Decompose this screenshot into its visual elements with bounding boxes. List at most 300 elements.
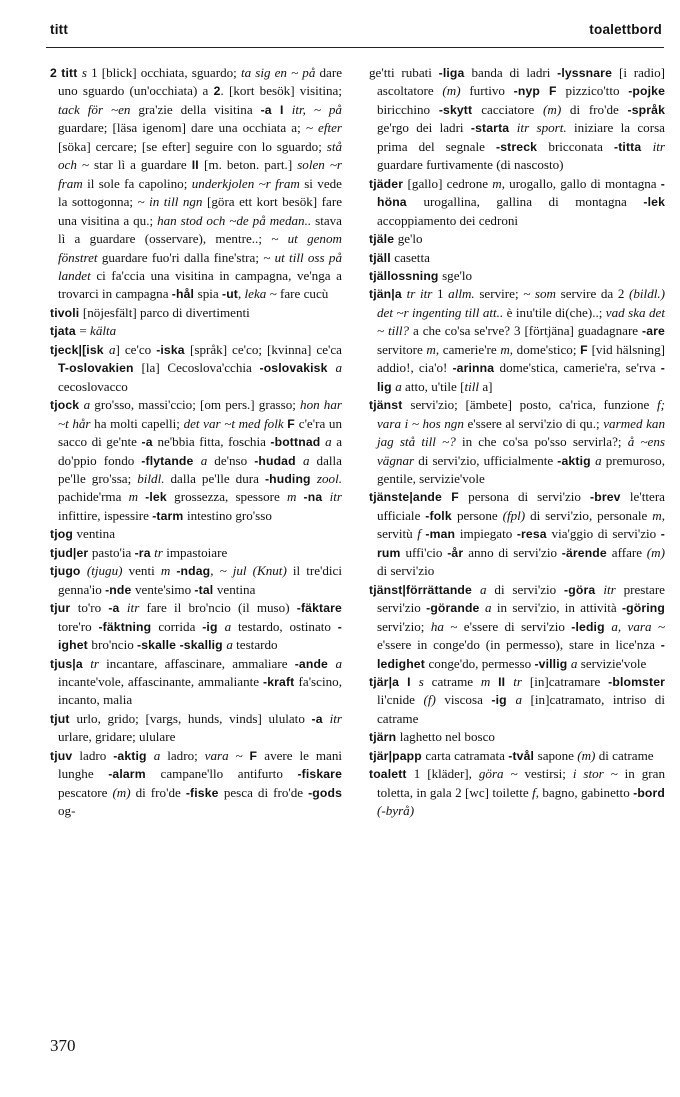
sub-entry: -bottnad <box>270 435 326 450</box>
entry-text: 3 [förtjäna] guadagnare <box>514 323 643 339</box>
italic-text: a <box>395 378 406 394</box>
italic-text: m <box>426 341 436 357</box>
sub-entry: -lek <box>643 195 665 210</box>
dictionary-entry <box>50 747 342 821</box>
italic-text: ~ ut genom fönstret <box>58 231 342 265</box>
headword: tjut <box>50 711 77 726</box>
headword: toalett <box>369 767 414 782</box>
entry-text: premuroso, gentile, servizie'vole <box>377 452 665 486</box>
italic-text: till <box>464 378 483 394</box>
italic-text: (-byrå) <box>377 803 415 819</box>
entry-text: si vede la sottogonna; <box>58 175 342 210</box>
italic-text: stå och ~ <box>58 138 342 173</box>
italic-text: tr itr <box>406 286 437 302</box>
sub-entry: -ra <box>134 545 155 560</box>
italic-text: varmed kan jag stå till ~? <box>377 415 665 450</box>
italic-text: a <box>200 452 215 468</box>
headword: tivoli <box>50 305 83 320</box>
sub-entry: -villig <box>534 656 571 671</box>
italic-text: (bildl.) det ~r ingenting till att.. <box>377 286 666 320</box>
entry-text: testardo, ostinato <box>237 618 338 634</box>
sub-entry: -a <box>311 711 330 726</box>
entry-text: e'ssere al servi'zio di qu.; <box>467 415 604 431</box>
headword: 2 titt <box>50 66 82 80</box>
headword: tjur <box>50 601 78 616</box>
entry-text: dalla pe'lle dura <box>170 470 265 486</box>
entry-text: , <box>238 286 245 302</box>
sub-entry: -alarm <box>108 767 161 782</box>
entry-text: servi'zio; [ämbete] posto, ca'rica, funzione <box>410 397 657 413</box>
sub-entry: -skalle -skallig <box>137 638 227 653</box>
sub-entry: F <box>249 748 265 763</box>
sub-entry: F <box>287 416 299 431</box>
entry-text: ci fa'ccia una visitina in campagna, ve'nga a trovarci in campagna <box>58 267 342 302</box>
sub-entry: -ighet <box>58 619 342 653</box>
entry-text: pachide'rma <box>58 489 129 505</box>
italic-text: a <box>224 618 238 634</box>
entry-text: il sole fa capolino; <box>87 175 192 191</box>
italic-text: ha ~ <box>430 618 464 634</box>
italic-text: f; vara i ~ hos ngn <box>377 397 665 431</box>
dictionary-entry <box>50 64 342 304</box>
dictionary-entry <box>369 64 665 175</box>
entry-text: di servi'zio, personale <box>530 507 653 523</box>
entry-text: [gallo] cedrone <box>407 175 493 191</box>
entry-text: [göra ett kort besök] fare una visitina a qu.; <box>58 194 343 228</box>
italic-text: ~ jul (Knut) <box>219 563 293 579</box>
entry-text: servire da <box>560 286 618 302</box>
sub-entry: -iska <box>156 342 190 357</box>
italic-text: bildl. <box>137 470 171 486</box>
entry-text: 1 <box>436 286 449 302</box>
sub-entry: -höna <box>377 176 665 210</box>
sub-entry: -are <box>642 324 665 339</box>
entry-text: [språk] ce'co; [kvinna] ce'ca <box>189 341 342 357</box>
entry-text: , <box>210 563 220 579</box>
entry-text: dare uno sguardo (un'occhiata) a <box>58 65 343 99</box>
entry-text: iniziare la corsa prima del segnale <box>377 120 665 154</box>
headword: tjär|a <box>369 674 408 689</box>
italic-text: ~ som <box>523 286 561 302</box>
dictionary-entry <box>50 304 342 322</box>
entry-text: ventina <box>76 526 116 542</box>
headword: tjällossning <box>369 268 443 283</box>
entry-text: servizie'vole <box>580 655 647 671</box>
dictionary-entry <box>369 765 665 820</box>
entry-text: carta catramata <box>425 747 509 763</box>
entry-text: [la] Cecoslova'cchia <box>141 360 260 376</box>
entry-text: 2 [wc] toilette <box>455 784 533 800</box>
headword: tjäle <box>369 232 398 247</box>
italic-text: m <box>480 673 499 689</box>
headword: tjänst <box>369 398 411 413</box>
italic-text: itr <box>652 138 666 154</box>
entry-text: accoppiamento dei cedroni <box>377 212 519 228</box>
sub-entry: -nyp <box>513 84 549 99</box>
italic-text: tr <box>90 655 107 671</box>
headword: tjata <box>50 324 80 339</box>
sub-entry: -ig <box>491 693 516 708</box>
sub-entry: -bord <box>633 785 665 800</box>
entry-text: star lì a guardare <box>93 157 192 173</box>
entry-text: anno di servi'zio <box>468 544 562 560</box>
sub-entry: -tal <box>194 582 217 597</box>
entry-text: di servi'zio <box>377 563 435 579</box>
headword: tjäder <box>369 176 408 191</box>
headword: tjugo <box>50 564 87 579</box>
dictionary-entry <box>369 673 665 728</box>
italic-text: s <box>418 673 432 689</box>
italic-text: (m) <box>442 83 470 99</box>
sub-entry: -göring <box>621 601 665 616</box>
entry-text: testardo <box>236 637 278 653</box>
sub-entry: II <box>191 158 205 173</box>
entry-text: 1 [blick] occhiata, sguardo; <box>91 65 241 80</box>
sub-entry: -görande <box>426 601 486 616</box>
entry-text: incante'vole, affascinante, ammaliante <box>58 673 263 689</box>
sub-entry: -aktig <box>113 748 154 763</box>
sub-entry: -brev <box>590 490 630 505</box>
entry-text: urlo, grido; [vargs, hunds, vinds] ululato <box>76 710 312 726</box>
italic-text: a <box>153 747 168 763</box>
entry-text: ladro; <box>167 747 205 763</box>
italic-text: ~ in till ngn <box>137 194 207 210</box>
sub-entry: -fäktare <box>296 601 342 616</box>
italic-text: m <box>128 489 146 505</box>
headword: tjeck|[isk <box>50 342 109 357</box>
entry-text: urogallina, gallina di montagna <box>423 194 644 210</box>
entry-text: bro'ncio <box>91 637 138 653</box>
entry-text: e'ssere in conge'do (in permesso), stare in lice'nza <box>377 637 661 653</box>
entry-text: 1 [kläder], <box>413 766 479 782</box>
entry-text: cecoslovacco <box>58 378 128 394</box>
entry-text: intestino gro'sso <box>186 507 272 523</box>
entry-text: prestare servi'zio <box>377 581 665 616</box>
entry-text: in servi'zio, in attività <box>496 600 622 616</box>
dictionary-entry <box>369 230 665 248</box>
entry-text: servitore <box>377 341 427 357</box>
dictionary-entry <box>369 488 665 580</box>
italic-text: f <box>532 784 536 800</box>
italic-text: a, vara ~ <box>611 618 665 634</box>
entry-text: venti <box>128 563 161 579</box>
entry-text: [i radio] ascoltatore <box>377 65 665 99</box>
entry-text: ladro <box>79 747 114 763</box>
entry-text: vente'simo <box>134 581 195 597</box>
entry-text: avere le mani lunghe <box>58 747 343 782</box>
entry-text: [in]catramato, intriso di catrame <box>377 692 665 726</box>
italic-text: (f) <box>423 692 445 708</box>
sub-entry: -streck <box>496 139 549 154</box>
entry-text: , camerie're <box>435 341 501 357</box>
sub-entry: -tvål <box>508 748 538 763</box>
entry-text: [vid hälsning] addio!, cia'o! <box>377 341 665 376</box>
entry-text: affare <box>611 544 647 560</box>
dictionary-entry <box>369 285 665 396</box>
headword: tjänste|ande <box>369 490 452 505</box>
entry-text: in che co'sa po'sso servirla?; <box>461 434 628 450</box>
entry-text: sapone <box>537 747 578 763</box>
entry-text: biricchino <box>377 101 439 117</box>
entry-text: campane'llo antifurto <box>160 766 298 782</box>
headword: tjog <box>50 527 77 542</box>
entry-text: è inu'tile di(che)..; <box>506 304 606 320</box>
sub-entry: -lig <box>377 361 665 394</box>
sub-entry: -aktig <box>557 453 596 468</box>
dictionary-entry <box>50 341 342 396</box>
italic-text: solen ~r fram <box>58 157 342 191</box>
sub-entry: -hål <box>171 287 198 302</box>
sub-entry: -gods <box>308 785 343 800</box>
entry-text: le'ttera ufficiale <box>377 489 665 523</box>
headword: tjäll <box>369 250 395 265</box>
entry-text: di catrame <box>598 747 654 763</box>
sub-entry: -lek <box>145 490 175 505</box>
entry-text: via'ggio di servi'zio <box>551 526 661 542</box>
sub-entry: -ut <box>221 287 238 302</box>
entry-text: c'e'ra un sacco di ge'nte <box>58 415 342 450</box>
entry-text: e'ssere di servi'zio <box>463 618 572 634</box>
italic-text: a <box>325 434 337 450</box>
sub-entry: -na <box>303 490 330 505</box>
sub-entry: -oslovakisk <box>259 361 336 376</box>
italic-text: kälta <box>90 323 117 339</box>
headword: tjärn <box>369 730 400 745</box>
italic-text: å ~ens vägnar <box>377 434 666 468</box>
italic-text: i stor ~ <box>572 766 625 782</box>
entry-text: og- <box>58 803 76 819</box>
sub-entry: -resa <box>516 527 552 542</box>
entry-text: banda di ladri <box>471 65 558 80</box>
entry-text: ha molti capelli; <box>94 415 184 431</box>
entry-text: persona di servi'zio <box>468 489 591 505</box>
sub-entry: -liga <box>438 66 472 80</box>
italic-text: leka ~ <box>244 286 280 302</box>
entry-text: urlare, gridare; ululare <box>58 729 176 745</box>
entry-text: ge'rgo dei ladri <box>377 120 471 136</box>
italic-text: itr <box>126 600 147 616</box>
dictionary-entry <box>369 267 665 285</box>
entry-text: [söka] cercare; [se efter] seguire con lo sguardo; <box>58 138 327 154</box>
italic-text: a <box>335 360 342 376</box>
entry-text: ] ce'co <box>115 341 157 357</box>
entry-text: pizzico'tto <box>565 83 629 99</box>
entry-text: di servi'zio <box>494 581 565 597</box>
entry-text: impiegato <box>459 526 517 542</box>
entry-text: [in]catramare <box>529 673 609 689</box>
sub-entry: -språk <box>627 102 666 117</box>
entry-text: dalla pe'lle gro'ssa; <box>58 452 342 486</box>
entry-text: = <box>79 323 91 339</box>
italic-text: ~ efter <box>305 120 343 136</box>
entry-text: fa'scino, incanto, malia <box>58 673 342 708</box>
italic-text: a <box>570 655 581 671</box>
dictionary-entry <box>369 175 665 230</box>
sub-entry: -rum <box>377 527 665 560</box>
sub-entry: -a I <box>260 102 292 117</box>
italic-text: a <box>335 655 342 671</box>
italic-text: m <box>286 489 304 505</box>
dictionary-entry <box>369 747 665 765</box>
italic-text: a <box>595 452 606 468</box>
entry-text: persone <box>456 507 503 523</box>
entry-text: uffi'cio <box>405 544 448 560</box>
entry-text: a che co'sa se'rve? <box>412 323 514 339</box>
entry-text: di fro'de <box>135 784 186 800</box>
entry-text: stava lì a guardare (osservare), mentre..; <box>58 212 342 247</box>
sub-entry: -kraft <box>263 674 299 689</box>
italic-text: (m) <box>646 544 665 560</box>
sub-entry: -a <box>141 435 158 450</box>
sub-entry: -fiskare <box>297 767 342 782</box>
dictionary-entry <box>50 599 342 654</box>
entry-text: , bagno, gabinetto <box>535 784 634 800</box>
sub-entry: -ig <box>202 619 225 634</box>
entry-text: , servitù <box>377 507 665 542</box>
italic-text: hon har ~t hår <box>58 397 342 431</box>
entry-text: ge'lo <box>397 231 423 247</box>
italic-text: det var ~t med folk <box>183 415 288 431</box>
entry-text: vestirsi; <box>524 766 573 782</box>
entry-text: a] <box>482 378 493 394</box>
sub-entry: -år <box>447 545 469 560</box>
entry-text: atto, u'tile [ <box>405 378 465 394</box>
header-rule <box>46 47 664 48</box>
sub-entry: -lyssnare <box>557 66 619 80</box>
entry-text: pasto'ia <box>91 544 135 560</box>
entry-text: servi'zio; <box>377 618 431 634</box>
italic-text: ~ ut till oss på landet <box>58 249 342 283</box>
italic-text: a <box>302 452 317 468</box>
entry-text: viscosa <box>444 692 492 708</box>
entry-text: guardare; [läsa igenom] dare una occhiata a; <box>58 120 306 136</box>
entry-text: casetta <box>394 249 430 265</box>
italic-text: (m) <box>577 747 599 763</box>
running-head-last-entry: toalettbord <box>589 22 662 37</box>
entry-text: , urogallo, gallo di montagna <box>501 175 661 191</box>
entry-text: . [kort besök] visitina; <box>220 83 342 99</box>
italic-text: tr <box>513 673 530 689</box>
italic-text: tr <box>154 544 167 560</box>
entry-text: ge'tti rubati <box>369 65 439 80</box>
italic-text: a <box>515 692 531 708</box>
sub-entry: -ndag <box>176 564 211 579</box>
entry-text: [m. beton. part.] <box>204 157 298 173</box>
sub-entry: -folk <box>425 508 457 523</box>
sub-entry: F <box>548 84 566 99</box>
sub-entry: -tarm <box>152 508 187 523</box>
sub-entry: -arinna <box>452 361 500 376</box>
sub-entry: -pojke <box>628 84 665 99</box>
italic-text: a <box>480 581 495 597</box>
entry-text: cacciatore <box>481 101 543 117</box>
entry-text: bricconata <box>548 138 614 154</box>
entry-text: sge'lo <box>442 267 473 283</box>
dictionary-entry <box>369 581 665 673</box>
italic-text: a <box>83 397 95 413</box>
entry-text: dome'stica, camerie'ra, se'rva <box>499 360 661 376</box>
sub-entry: -huding <box>264 471 317 486</box>
italic-text: (m) <box>543 101 570 117</box>
sub-entry: -man <box>425 527 460 542</box>
italic-text: ta sig en ~ på <box>240 65 320 80</box>
sub-entry: -fiske <box>185 785 224 800</box>
entry-text: fare cucù <box>280 286 329 302</box>
italic-text: (m) <box>112 784 136 800</box>
italic-text: itr, ~ på <box>291 101 342 117</box>
page-number: 370 <box>50 1036 76 1055</box>
italic-text: s <box>81 65 92 80</box>
entry-text: il tre'dici genna'io <box>58 563 342 597</box>
dictionary-entry <box>50 655 342 710</box>
entry-text: spia <box>197 286 222 302</box>
headword: tjänst|förrättande <box>369 582 481 597</box>
dictionary-entry <box>50 562 342 599</box>
entry-text: gra'zie della visitina <box>138 101 261 117</box>
entry-text: to'ro <box>77 600 109 616</box>
sub-entry: -fäktning <box>98 619 159 634</box>
italic-text: m <box>500 341 510 357</box>
dictionary-entry <box>50 322 342 340</box>
italic-text: vad ska det ~ till? <box>377 304 665 339</box>
headword: tjuv <box>50 748 80 763</box>
italic-text: underkjolen ~r fram <box>191 175 305 191</box>
sub-entry: -göra <box>564 582 604 597</box>
italic-text: allm. <box>448 286 480 302</box>
italic-text: itr <box>329 710 342 726</box>
sub-entry: -ledig <box>571 619 612 634</box>
italic-text: m <box>652 507 662 523</box>
italic-text: m <box>160 563 177 579</box>
italic-text: (fpl) <box>502 507 531 523</box>
entry-text: in gran toletta, in gala <box>377 766 665 800</box>
italic-text: zool. <box>316 470 343 486</box>
headword: tjän|a <box>369 287 407 302</box>
entry-text: ventina <box>216 581 256 597</box>
italic-text: itr <box>329 489 343 505</box>
sub-entry: T-oslovakien <box>58 361 142 376</box>
sub-entry: -hudad <box>254 453 303 468</box>
entry-text: guardare fuo'ri dalla fine'stra; <box>101 249 264 265</box>
italic-text: göra ~ <box>478 766 525 782</box>
sub-entry: -titta <box>614 139 653 154</box>
sub-entry: -starta <box>470 121 517 136</box>
entry-text: tore'ro <box>58 618 99 634</box>
italic-text: itr <box>603 581 624 597</box>
dictionary-entry <box>50 710 342 747</box>
entry-text: infittire, ispessire <box>58 507 153 523</box>
entry-text: li'cnide <box>377 692 424 708</box>
entry-text: gro'sso, massi'ccio; [om pers.] grasso; <box>94 397 301 413</box>
headword: tjud|er <box>50 545 92 560</box>
italic-text: a <box>108 341 116 357</box>
italic-text: f <box>417 526 426 542</box>
entry-text: guardare furtivamente (di nascosto) <box>377 157 564 173</box>
entry-text: 2 <box>617 286 630 302</box>
headword: 2 <box>213 84 221 99</box>
headword: tjär|papp <box>369 748 426 763</box>
dictionary-entry <box>50 525 342 543</box>
italic-text: vara ~ <box>204 747 250 763</box>
sub-entry: -skytt <box>438 102 482 117</box>
sub-entry: -blomster <box>608 674 666 689</box>
entry-text: a do'ppio fondo <box>58 434 342 468</box>
dictionary-entry <box>369 728 665 746</box>
entry-text: pescatore <box>58 784 113 800</box>
sub-entry: -flytande <box>141 453 201 468</box>
entry-text: di fro'de <box>569 101 628 117</box>
italic-text: a <box>485 600 497 616</box>
